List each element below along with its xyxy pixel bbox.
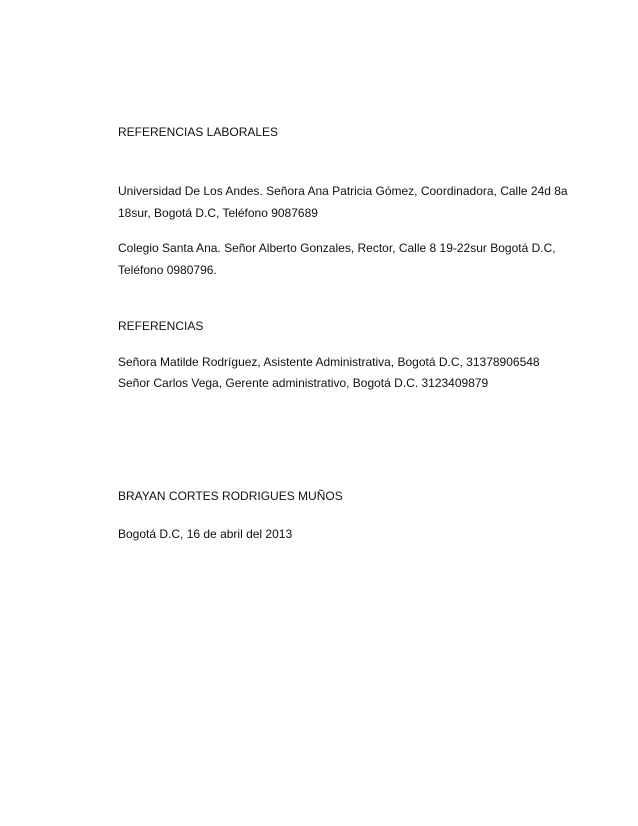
signature-name: BRAYAN CORTES RODRIGUES MUÑOS <box>118 489 343 503</box>
personal-reference-1: Señora Matilde Rodríguez, Asistente Administrativa, Bogotá D.C, 31378906548 <box>118 355 540 369</box>
work-reference-2-line-2: Teléfono 0980796. <box>118 263 217 277</box>
work-references-heading: REFERENCIAS LABORALES <box>118 125 279 139</box>
work-reference-1-line-1: Universidad De Los Andes. Señora Ana Patricia Gómez, Coordinadora, Calle 24d 8a <box>118 184 568 198</box>
work-reference-2-line-1: Colegio Santa Ana. Señor Alberto Gonzales, Rector, Calle 8 19-22sur Bogotá D.C, <box>118 241 556 255</box>
personal-references-heading: REFERENCIAS <box>118 319 204 333</box>
place-and-date: Bogotá D.C, 16 de abril del 2013 <box>118 527 293 541</box>
work-reference-1-line-2: 18sur, Bogotá D.C, Teléfono 9087689 <box>118 206 318 220</box>
personal-reference-2: Señor Carlos Vega, Gerente administrativo, Bogotá D.C. 3123409879 <box>118 376 489 390</box>
